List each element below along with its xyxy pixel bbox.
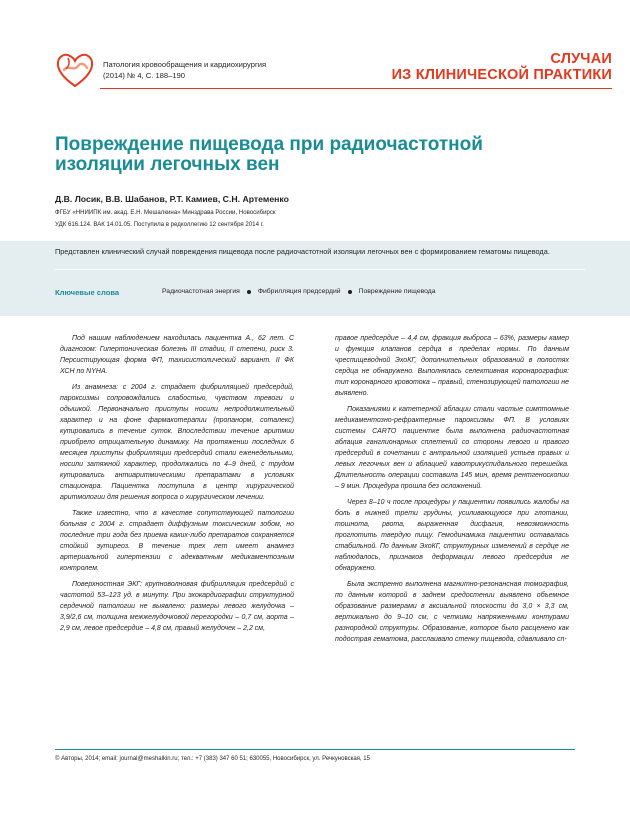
bullet-icon bbox=[247, 290, 251, 294]
body-paragraph: Из анамнеза: с 2004 г. страдает фибрилляцией предсердий, пароксизмы сопровождались слабостью, чувством тревоги и одышкой. Первоначально приступы носили непродолжительный характер и на фоне фармакотерапии (пропанорм, соталекс) купировались в течение суток. Впоследствии течение аритмии приобрело отрицательную динамику. На протяжении последних 6 месяцев приступы фибрилляции предсердий стали еженедельными, носили затяжной характер, продолжались по 4–9 дней, с трудом купировались антиаритмическими препаратами в условиях стационара. Пациентка поступила в центр хирургической аритмологии для решения вопроса о хирургическом лечении. bbox=[60, 384, 294, 501]
body-right-column bbox=[335, 333, 569, 650]
body-paragraph: правое предсердие – 4,4 см, фракция выброса – 63%, размеры камер и функция клапанов сердца в пределах нормы. По данным чреспищеводной ЭхоКГ, дополнительных образований в полостях сердца не обнаружено. Выполнялась селективная коронарография: тип коронарного кровотока – правый, стенозирующей патологии не выявлено. bbox=[335, 335, 569, 397]
section-heading-line1: СЛУЧАИ bbox=[550, 51, 612, 67]
body-paragraph: Была экстренно выполнена магнитно-резонансная томография, по данным которой в заднем средостении выявлено объемное образование размерами в аксиальной плоскости до 3,0 × 3,3 см, вертикально до 9–10 см, с четкими напряженными контурами разнородной структуры. Образование, которое было расценено как подострая гематома, расслаивало стенку пищевода, сдавливало сп- bbox=[335, 581, 569, 643]
body-paragraph: Показаниями к катетерной аблации стали частые симптомные медикаментозно-рефрактерные пароксизмы ФП. В условиях системы CARTO пациентке была выполнена радиочастотная аблация ганглионарных сплетений со стороны левого и правого предсердий в сочетании с антральной изоляцией устьев правых и левых легочных вен и аблацией кавотрикуспидального перешейка. Длительность операции составила 145 мин, время рентгеноскопии – 9 мин. Процедура прошла без осложнений. bbox=[335, 406, 569, 490]
journal-info bbox=[103, 60, 266, 81]
bullet-icon bbox=[348, 290, 352, 294]
section-heading-line2: ИЗ КЛИНИЧЕСКОЙ ПРАКТИКИ bbox=[391, 67, 612, 83]
article-affiliation: ФГБУ «ННИИПК им. акад. Е.Н. Мешалкина» Минздрава России, Новосибирск bbox=[55, 209, 276, 216]
keywords-list bbox=[162, 288, 436, 295]
body-paragraph: Также известно, что в качестве сопутствующей патологии больная с 2004 г. страдает диффузным токсическим зобом, но последние три года без приема каких-либо препаратов сохраняется стойкий эутиреоз. В течение трех лет имеет анамнез артериальной гипертензии с адекватным медикаментозным контролем. bbox=[60, 510, 294, 572]
journal-logo-heart-icon bbox=[54, 50, 96, 90]
header-divider bbox=[100, 88, 612, 89]
journal-issue: (2014) № 4, С. 188–190 bbox=[103, 70, 186, 80]
section-heading bbox=[392, 51, 612, 83]
article-title: Повреждение пищевода при радиочастотной изоляции легочных вен bbox=[55, 134, 483, 175]
footer-text: © Авторы, 2014; email: journal@meshalkin.ru; тел.: +7 (383) 347 60 51; 630055, Новосибирск, ул. Речкуновская, 15 bbox=[55, 756, 370, 762]
keyword-item: Радиочастотная энергия bbox=[162, 288, 240, 295]
article-udk: УДК 616.124. ВАК 14.01.05. Поступила в редколлегию 12 сентября 2014 г. bbox=[55, 221, 264, 228]
article-authors: Д.В. Лосик, В.В. Шабанов, Р.Т. Камиев, С.Н. Артеменко bbox=[55, 194, 289, 204]
body-paragraph: Через 8–10 ч после процедуры у пациентки появились жалобы на боль в нижней трети грудины, усиливающуюся при глотании, тошнота, рвота, выраженная дисфагия, невозможность проглотить твердую пищу. Гемодинамика пациентки оставалась стабильной. По данным ЭхоКГ, структурных изменений в сердце не наблюдалось, признаков деформации левого предсердия не обнаружено. bbox=[335, 499, 569, 572]
abstract-text: Представлен клинический случай повреждения пищевода после радиочастотной изоляции легочных вен с формированием гематомы пищевода. bbox=[55, 247, 550, 256]
keywords-label: Ключевые слова bbox=[55, 288, 120, 297]
footer-divider bbox=[55, 749, 575, 750]
keyword-item: Фибрилляция предсердий bbox=[257, 288, 341, 295]
keywords-divider bbox=[55, 269, 585, 270]
body-left-column bbox=[60, 333, 294, 639]
body-paragraph: Поверхностная ЭКГ: крупноволновая фибрилляция предсердий с частотой 53–123 уд. в минуту. При эхокардиографии структурной сердечной патологии не выявлено: размеры левого желудочка – 3,9/2,6 см, толщина межжелудочковой перегородки – 0,7 см, аорта – 2,9 см, левое предсердие – 4,8 см, правый желудочек – 2,2 см, bbox=[60, 581, 294, 632]
journal-name: Патология кровообращения и кардиохирургия bbox=[103, 60, 267, 69]
keyword-item: Повреждение пищевода bbox=[358, 288, 436, 295]
body-paragraph: Под нашим наблюдением находилась пациентка А., 62 лет. С диагнозом: Гипертоническая болезнь III стадии, II степени, риск 3. Персистирующая форма ФП, тахисистолический вариант. II ФК ХСН по NYHA. bbox=[60, 335, 294, 375]
